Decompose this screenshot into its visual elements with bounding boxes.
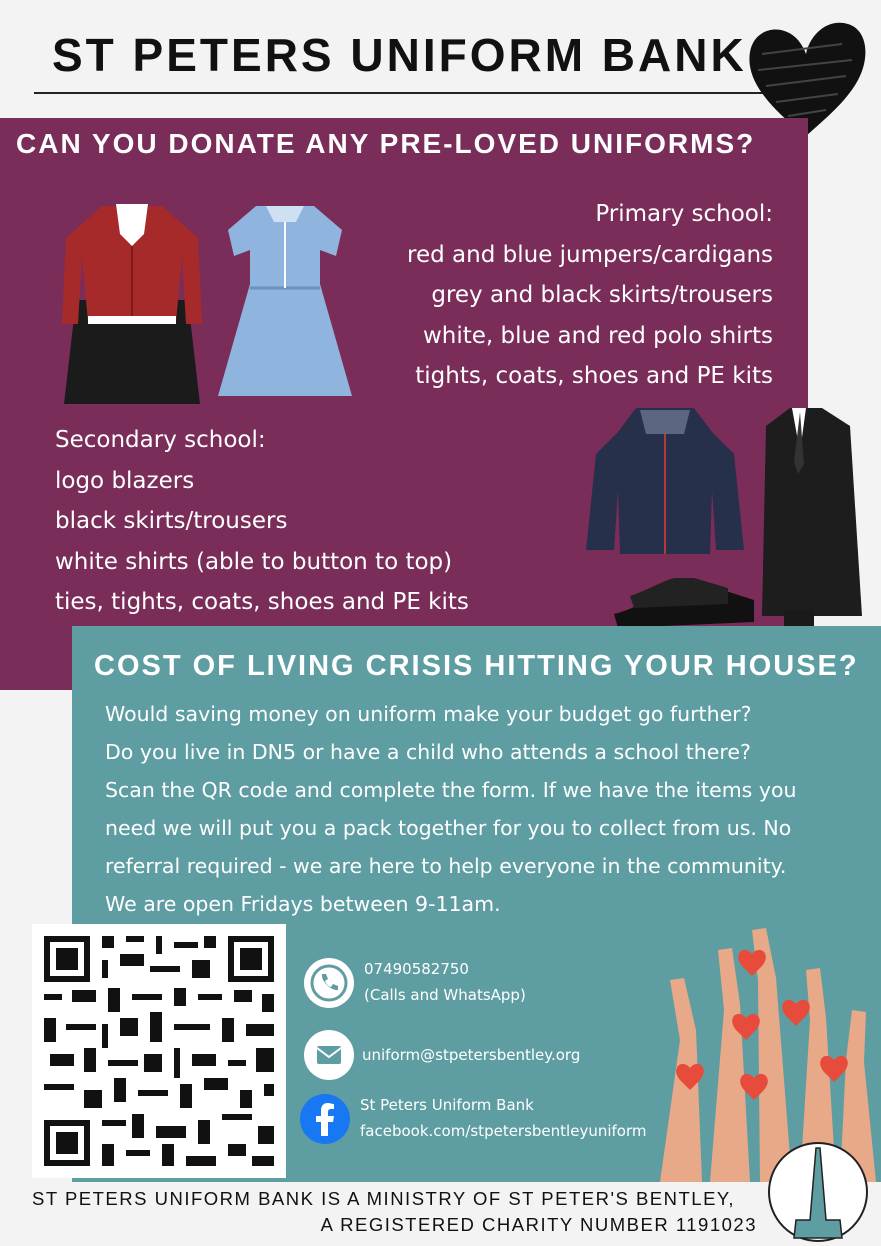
email-icon[interactable] <box>304 1030 354 1080</box>
qr-pattern <box>32 924 286 1178</box>
donate-heading: CAN YOU DONATE ANY PRE-LOVED UNIFORMS? <box>16 128 756 159</box>
help-line: Would saving money on uniform make your budget go further? <box>105 702 752 726</box>
list-item: white, blue and red polo shirts <box>422 322 773 349</box>
phone-note: (Calls and WhatsApp) <box>364 986 526 1004</box>
qr-code[interactable] <box>32 924 286 1178</box>
email-address[interactable]: uniform@stpetersbentley.org <box>362 1046 581 1064</box>
list-item: tights, coats, shoes and PE kits <box>415 363 773 389</box>
coat-image <box>584 404 746 556</box>
shoes-image <box>608 574 758 634</box>
help-line: We are open Fridays between 9-11am. <box>105 892 501 916</box>
facebook-link[interactable]: facebook.com/stpetersbentleyuniform <box>360 1122 647 1140</box>
secondary-school-title: Secondary school: <box>55 427 266 453</box>
help-line: Scan the QR code and complete the form. If we have the items you <box>105 778 797 802</box>
help-line: referral required - we are here to help everyone in the community. <box>105 854 787 878</box>
primary-school-title: Primary school: <box>595 201 773 227</box>
cardigan-skirt-image <box>62 198 202 408</box>
primary-school-list <box>407 194 773 397</box>
footer-line-1: ST PETERS UNIFORM BANK IS A MINISTRY OF ST PETER'S BENTLEY, <box>32 1188 736 1209</box>
help-text <box>105 695 865 923</box>
list-item: logo blazers <box>55 467 195 494</box>
help-line: Do you live in DN5 or have a child who attends a school there? <box>105 740 751 764</box>
dress-image <box>212 200 358 402</box>
page-title: ST PETERS UNIFORM BANK <box>52 29 747 81</box>
help-heading: COST OF LIVING CRISIS HITTING YOUR HOUSE? <box>94 650 859 682</box>
list-item: grey and black skirts/trousers <box>431 282 773 308</box>
phone-icon[interactable] <box>304 958 354 1008</box>
phone-number[interactable]: 07490582750 <box>364 960 469 978</box>
church-logo <box>766 1140 870 1244</box>
list-item: black skirts/trousers <box>55 508 288 534</box>
facebook-name: St Peters Uniform Bank <box>360 1096 534 1114</box>
facebook-details <box>360 1092 646 1144</box>
facebook-icon[interactable] <box>300 1094 350 1144</box>
help-line: need we will put you a pack together for you to collect from us. No <box>105 816 792 840</box>
title-divider <box>34 92 764 94</box>
secondary-school-list <box>55 420 469 623</box>
blazer-image <box>760 404 864 626</box>
list-item: white shirts (able to button to top) <box>55 548 453 575</box>
footer-line-2: A REGISTERED CHARITY NUMBER 1191023 <box>320 1214 757 1235</box>
phone-details <box>364 956 526 1008</box>
list-item: red and blue jumpers/cardigans <box>407 241 773 268</box>
list-item: ties, tights, coats, shoes and PE kits <box>55 589 469 615</box>
